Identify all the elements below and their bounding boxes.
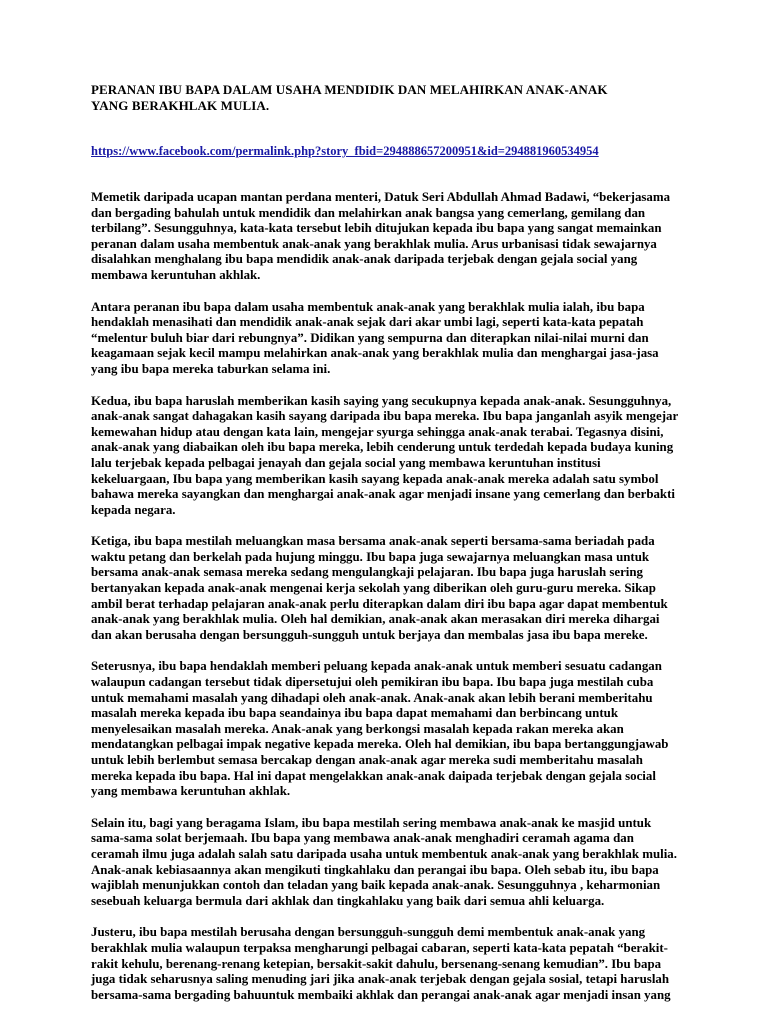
title-line-1: PERANAN IBU BAPA DALAM USAHA MENDIDIK DAN MELAHIRKAN ANAK-ANAK [91, 82, 608, 97]
paragraph-intro: Memetik daripada ucapan mantan perdana menteri, Datuk Seri Abdullah Ahmad Badawi, “bekerjasama dan bergading bahulah untuk mendidik dan melahirkan anak bangsa yang cemerlang, gemilang dan terbilang”. Sesungguhnya, kata-kata tersebut lebih ditujukan kepada ibu bapa yang sangat memainkan peranan dalam usaha membentuk anak-anak yang berakhlak mulia. Arus urbanisasi tidak sewajarnya disalahkan menghalang ibu bapa mendidik anak-anak daripada terjebak dengan gejala social yang membawa keruntuhan akhlak. [91, 190, 671, 282]
paragraph-conclusion: Justeru, ibu bapa mestilah berusaha dengan bersungguh-sungguh demi membentuk anak-anak yang berakhlak mulia walaupun terpaksa mengharungi pelbagai cabaran, seperti kata-kata pepatah “berakit-rakit kehulu, berenang-renang ketepian, bersakit-sakit dahulu, bersenang-senang kemudian”. Ibu bapa juga tidak seharusnya saling menuding jari jika anak-anak terjebak dengan gejala sosial, tetapi haruslah bersama-sama bergading bahuuntuk membaiki akhlak dan perangai anak-anak agar menjadi insan yang [91, 925, 671, 1002]
document-body [91, 82, 681, 1003]
paragraph-second-role: Kedua, ibu bapa haruslah memberikan kasih saying yang secukupnya kepada anak-anak. Sesungguhnya, anak-anak sangat dahagakan kasih sayang daripada ibu bapa mereka. Ibu bapa janganlah asyik mengejar kemewahan hidup atau dengan kata lain, mengejar syurga sehingga anak-anak terabai. Tegasnya disini, anak-anak yang diabaikan oleh ibu bapa mereka, lebih cenderung untuk terdedah kepada budaya kuning lalu terjebak kepada pelbagai jenayah dan gejala social yang membawa keruntuhan institusi kekeluargaan, Ibu bapa yang memberikan kasih sayang kepada anak-anak mereka adalah satu symbol bahawa mereka sayangkan dan menghargai anak-anak agar menjadi insane yang cemerlang dan berbakti kepada negara. [91, 393, 678, 517]
title-line-2: YANG BERAKHLAK MULIA. [91, 98, 270, 113]
paragraph-fifth-role: Selain itu, bagi yang beragama Islam, ibu bapa mestilah sering membawa anak-anak ke masjid untuk sama-sama solat berjemaah. Ibu bapa yang membawa anak-anak menghadiri ceramah agama dan ceramah ilmu juga adalah salah satu daripada usaha untuk membentuk anak-anak yang berakhlak mulia. Anak-anak kebiasaannya akan mengikuti tingkahlaku dan perangai ibu bapa. Oleh sebab itu, ibu bapa wajiblah menunjukkan contoh dan teladan yang baik kepada anak-anak. Sesungguhnya , keharmonian sesebuah keluarga bermula dari akhlak dan tingkahlaku yang baik dari semua ahli keluarga. [91, 815, 677, 908]
paragraph-third-role: Ketiga, ibu bapa mestilah meluangkan masa bersama anak-anak seperti bersama-sama beriadah pada waktu petang dan berkelah pada hujung minggu. Ibu bapa juga sewajarnya meluangkan masa untuk bersama anak-anak semasa mereka sedang mengulangkaji pelajaran. Ibu bapa juga haruslah sering bertanyakan kepada anak-anak mengenai kerja sekolah yang diberikan oleh guru-guru mereka. Sikap ambil berat terhadap pelajaran anak-anak perlu diterapkan dalam diri ibu bapa agar dapat membentuk anak-anak yang berakhlak mulia. Oleh hal demikian, anak-anak akan merasakan diri mereka dihargai dan akan berusaha dengan bersungguh-sungguh untuk berjaya dan membalas jasa ibu bapa mereke. [91, 534, 668, 642]
paragraph-fourth-role: Seterusnya, ibu bapa hendaklah memberi peluang kepada anak-anak untuk memberi sesuatu cadangan walaupun cadangan tersebut tidak dipersetujui oleh pemikiran ibu bapa. Ibu bapa juga mestilah cuba untuk memahami masalah yang dihadapi oleh anak-anak. Anak-anak akan lebih berani memberitahu masalah mereka kepada ibu bapa seandainya ibu bapa dapat memahami dan berbincang untuk menyelesaikan masalah mereka. Anak-anak yang berkongsi masalah kepada rakan mereka akan mendatangkan pelbagai impak negative kepada mereka. Oleh hal demikian, ibu bapa bertanggungjawab untuk lebih berlembut semasa bercakap dengan anak-anak agar mereka sudi memberitahu masalah mereka kepada ibu bapa. Hal ini dapat mengelakkan anak-anak daipada terjebak dengan gejala social yang membawa keruntuhan akhlak. [91, 659, 669, 799]
paragraph-first-role: Antara peranan ibu bapa dalam usaha membentuk anak-anak yang berakhlak mulia ialah, ibu bapa hendaklah menasihati dan mendidik anak-anak sejak dari akar umbi lagi, seperti kata-kata pepatah “melentur buluh biar dari rebungnya”. Didikan yang sempurna dan diterapkan nilai-nilai murni dan keagamaan sejak kecil mampu melahirkan anak-anak yang berakhlak mulia dan menghargai jasa-jasa yang ibu bapa mereka taburkan selama ini. [91, 299, 659, 376]
document-title [91, 82, 681, 114]
source-link[interactable]: https://www.facebook.com/permalink.php?story_fbid=294888657200951&id=294881960534954 [91, 144, 599, 158]
